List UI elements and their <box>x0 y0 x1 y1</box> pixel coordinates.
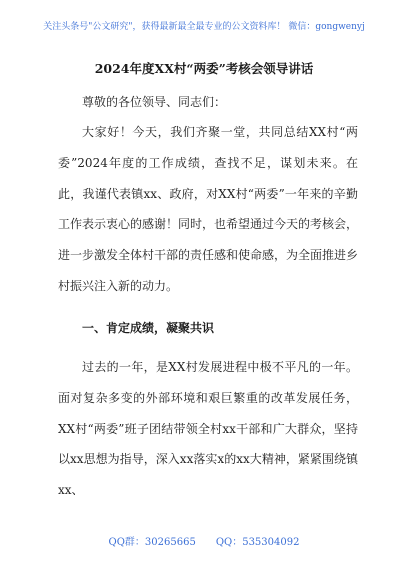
qq-group-number: QQ群：30265665 <box>108 537 196 548</box>
body-paragraph: 大家好！今天，我们齐聚一堂，共同总结XX村“两委”2024年度的工作成绩，查找不足，谋划未来。在此，我谨代表镇xx、政府，对XX村“两委”一年来的辛勤工作表示衷心的感谢！同时，也希望通过今天的考核会，进一步激发全体村干部的责任感和使命感，为全面推进乡村振兴注入新的动力。 <box>58 125 359 293</box>
footer-contacts <box>0 536 408 549</box>
qq-contact-number: QQ：535304092 <box>215 537 300 548</box>
salutation: 尊敬的各位领导、同志们： <box>82 95 227 109</box>
body-paragraph: 过去的一年，是XX村发展进程中极不平凡的一年。面对复杂多变的外部环境和艰巨繁重的改革发展任务，XX村“两委”班子团结带领全村xx干部和广大群众，坚持以xx思想为指导，深入xx落实x的xx大精神，紧紧围绕镇xx、 <box>58 360 358 498</box>
document-title: 2024年度XX村“两委”考核会领导讲话 <box>94 61 314 76</box>
promo-banner: 关注头条号"公文研究"，获得最新最全最专业的公文资料库！ 微信：gongwenyj <box>43 22 365 32</box>
section-heading: 一、肯定成绩，凝聚共识 <box>82 321 215 335</box>
